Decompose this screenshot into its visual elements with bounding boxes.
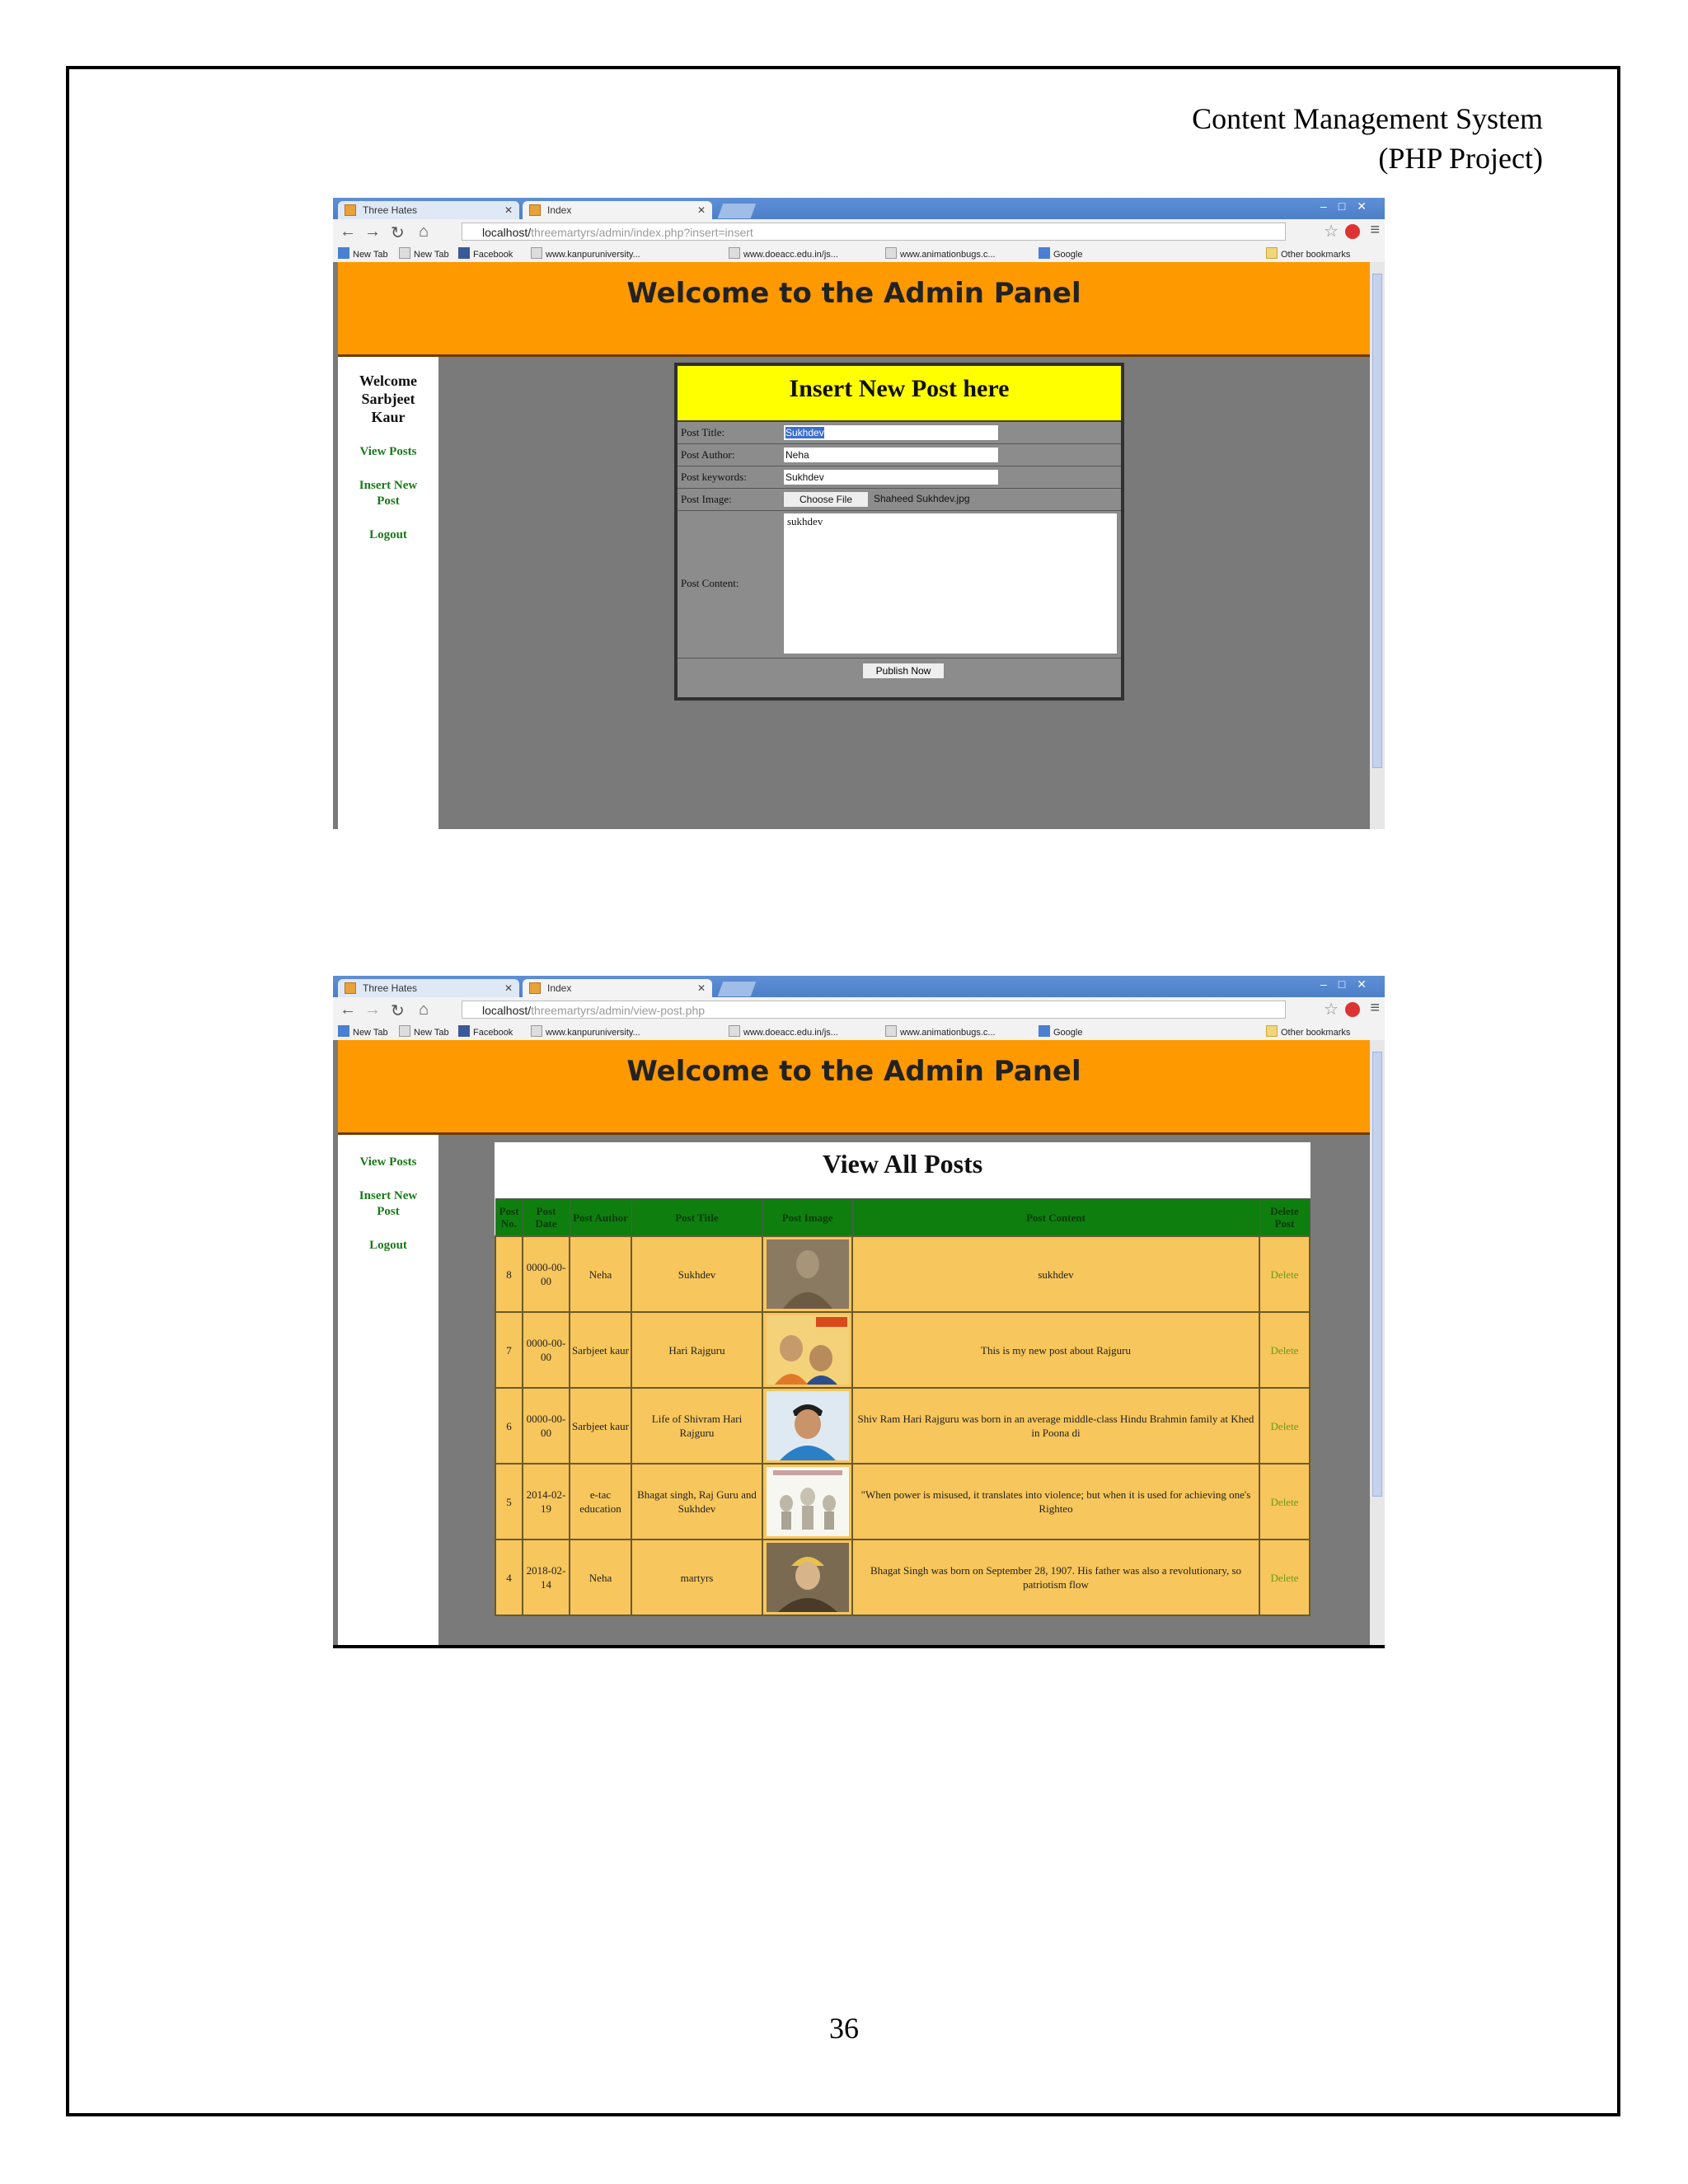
- bookmark-label: www.animationbugs.c...: [900, 250, 996, 260]
- col-post-date: Post Date: [523, 1199, 570, 1237]
- delete-link[interactable]: Delete: [1259, 1540, 1310, 1615]
- bookmark-star-icon[interactable]: ☆: [1324, 223, 1339, 241]
- bookmark-label: www.kanpuruniversity...: [546, 1028, 640, 1038]
- cell-post-title: Sukhdev: [631, 1236, 762, 1312]
- cell-post-no: 4: [495, 1540, 523, 1615]
- screenshot-view-posts: [333, 976, 1385, 1648]
- scrollbar[interactable]: [1370, 262, 1385, 829]
- cell-post-title: Life of Shivram Hari Rajguru: [631, 1388, 762, 1464]
- cell-post-author: Sarbjeet kaur: [570, 1388, 631, 1464]
- cell-post-title: Hari Rajguru: [631, 1312, 762, 1388]
- tab-close-icon[interactable]: ✕: [696, 982, 706, 994]
- submit-row: [678, 658, 1121, 683]
- bookmark-star-icon[interactable]: ☆: [1324, 1001, 1339, 1019]
- admin-title: Welcome to the Admin Panel: [626, 1055, 1081, 1088]
- cell-post-content: Shiv Ram Hari Rajguru was born in an average middle-class Hindu Brahmin family at Khed in Poona di: [852, 1388, 1259, 1464]
- form-title: Insert New Post here: [678, 366, 1121, 422]
- page-icon: [885, 247, 897, 259]
- favicon-icon: [529, 982, 541, 994]
- cell-post-image: [762, 1464, 852, 1540]
- post-author-label: Post Author:: [681, 448, 735, 461]
- page-icon: [885, 1025, 897, 1037]
- cell-post-author: e-tac education: [570, 1464, 631, 1540]
- new-tab-button[interactable]: [718, 204, 757, 218]
- address-bar-row: [333, 219, 1385, 244]
- cell-post-date: 0000-00-00: [523, 1236, 570, 1312]
- rajguru-photo-image: [767, 1391, 849, 1460]
- tab-close-icon[interactable]: ✕: [504, 204, 513, 216]
- reload-icon[interactable]: ↻: [391, 1002, 405, 1020]
- adblock-icon[interactable]: [1345, 224, 1360, 239]
- page-viewport: [333, 262, 1370, 829]
- tab-label: Index: [547, 204, 572, 216]
- url-input[interactable]: [462, 223, 1286, 241]
- bookmark-item[interactable]: [1039, 247, 1082, 260]
- publish-button[interactable]: Publish Now: [862, 663, 945, 679]
- home-icon[interactable]: ⌂: [419, 1001, 429, 1019]
- browser-tab-1[interactable]: [338, 201, 519, 219]
- favicon-icon: [529, 204, 541, 216]
- facebook-icon: [458, 1025, 470, 1037]
- admin-title: Welcome to the Admin Panel: [626, 277, 1081, 310]
- bookmark-label: Facebook: [473, 250, 513, 260]
- table-row: [495, 1464, 1310, 1540]
- post-title-input[interactable]: [783, 424, 999, 441]
- col-post-author: Post Author: [570, 1199, 631, 1237]
- cell-post-no: 6: [495, 1388, 523, 1464]
- bookmark-label: www.kanpuruniversity...: [546, 250, 640, 260]
- bookmark-label: Other bookmarks: [1281, 1028, 1351, 1038]
- cell-post-author: Neha: [570, 1540, 631, 1615]
- post-author-row: [678, 444, 1121, 466]
- bookmark-item[interactable]: [885, 1025, 996, 1038]
- bookmark-label: New Tab: [353, 250, 388, 260]
- bookmark-label: Other bookmarks: [1281, 250, 1351, 260]
- posts-title: View All Posts: [822, 1149, 983, 1179]
- delete-link[interactable]: Delete: [1259, 1312, 1310, 1388]
- cell-post-author: Neha: [570, 1236, 631, 1312]
- back-icon[interactable]: ←: [340, 223, 356, 241]
- admin-header: [338, 262, 1370, 357]
- facebook-icon: [458, 247, 470, 259]
- nav-insert-post[interactable]: Insert New Post: [359, 479, 418, 508]
- adblock-icon[interactable]: [1345, 1002, 1360, 1017]
- url-host: localhost/: [482, 226, 532, 239]
- document-header: [1192, 99, 1543, 178]
- favicon-icon: [345, 204, 356, 216]
- browser-tab-bar: [333, 198, 1385, 219]
- cell-post-title: Bhagat singh, Raj Guru and Sukhdev: [631, 1464, 762, 1540]
- apps-icon: [338, 1025, 349, 1037]
- delete-link[interactable]: Delete: [1259, 1236, 1310, 1312]
- bookmark-item[interactable]: [729, 1025, 838, 1038]
- cell-post-image: [762, 1236, 852, 1312]
- url-path: threemartyrs/admin/view-post.php: [531, 1004, 706, 1017]
- reload-icon[interactable]: ↻: [391, 224, 405, 242]
- col-post-image: Post Image: [762, 1199, 852, 1237]
- table-header-row: [495, 1199, 1310, 1237]
- post-title-label: Post Title:: [681, 426, 725, 438]
- posts-table: [495, 1198, 1311, 1616]
- col-post-no: Post No.: [495, 1199, 523, 1237]
- chosen-file-name: Shaheed Sukhdev.jpg: [874, 493, 970, 504]
- admin-sidebar: [338, 1135, 438, 1645]
- nav-logout[interactable]: Logout: [369, 528, 407, 541]
- bookmark-label: www.doeacc.edu.in/js...: [743, 250, 838, 260]
- back-icon[interactable]: ←: [340, 1001, 356, 1019]
- forward-icon[interactable]: →: [364, 1001, 381, 1019]
- apps-icon: [338, 247, 349, 259]
- cell-post-date: 2018-02-14: [523, 1540, 570, 1615]
- bookmark-label: New Tab: [414, 1028, 449, 1038]
- col-delete-post: Delete Post: [1259, 1199, 1310, 1237]
- bookmark-label: Google: [1053, 250, 1083, 260]
- post-author-input[interactable]: Neha: [783, 447, 999, 463]
- cell-post-no: 8: [495, 1236, 523, 1312]
- scrollbar-thumb[interactable]: [1372, 274, 1382, 768]
- post-image-row: [678, 489, 1121, 511]
- browser-tab-bar: [333, 976, 1385, 997]
- col-post-content: Post Content: [852, 1199, 1259, 1237]
- bookmarks-bar: [333, 1022, 1385, 1041]
- cell-post-date: 0000-00-00: [523, 1388, 570, 1464]
- scrollbar[interactable]: [1370, 1040, 1385, 1645]
- post-keywords-row: [678, 466, 1121, 489]
- bhagat-singh-portrait-image: [767, 1543, 849, 1612]
- bookmark-item[interactable]: [1266, 1025, 1350, 1038]
- page-icon: [531, 247, 542, 259]
- bookmark-item[interactable]: [729, 247, 838, 260]
- post-title-row: [678, 422, 1121, 444]
- scrollbar-thumb[interactable]: [1372, 1052, 1382, 1497]
- nav-view-posts[interactable]: View Posts: [359, 445, 417, 458]
- folder-icon: [1266, 1025, 1278, 1037]
- cell-post-content: This is my new post about Rajguru: [852, 1312, 1259, 1388]
- page-icon: [729, 247, 740, 259]
- post-title-value: Sukhdev: [785, 427, 824, 438]
- bookmarks-bar: [333, 244, 1385, 263]
- cell-post-no: 5: [495, 1464, 523, 1540]
- cell-post-date: 2014-02-19: [523, 1464, 570, 1540]
- post-keywords-label: Post keywords:: [681, 471, 747, 483]
- bookmark-item[interactable]: [531, 247, 640, 260]
- post-image-label: Post Image:: [681, 493, 732, 505]
- bookmark-label: Google: [1053, 1028, 1083, 1038]
- bookmark-item[interactable]: [458, 1025, 513, 1038]
- browser-tab-2[interactable]: [523, 201, 712, 219]
- browser-tab-1[interactable]: [338, 979, 519, 997]
- admin-sidebar: [338, 357, 438, 829]
- cell-post-image: [762, 1388, 852, 1464]
- table-row: [495, 1388, 1310, 1464]
- three-martyrs-busts-image: [767, 1467, 849, 1536]
- col-post-title: Post Title: [631, 1199, 762, 1237]
- table-row: [495, 1312, 1310, 1388]
- forward-icon[interactable]: →: [364, 223, 381, 241]
- google-icon: [1039, 1025, 1050, 1037]
- bookmark-item[interactable]: [399, 1025, 449, 1038]
- cell-post-image: [762, 1312, 852, 1388]
- post-keywords-input[interactable]: Sukhdev: [783, 469, 999, 485]
- cell-post-no: 7: [495, 1312, 523, 1388]
- cell-post-content: Bhagat Singh was born on September 28, 1907. His father was also a revolutionary, so patriotism flow: [852, 1540, 1259, 1615]
- url-input[interactable]: [462, 1001, 1286, 1019]
- choose-file-button[interactable]: Choose File: [783, 491, 869, 508]
- delete-link[interactable]: Delete: [1259, 1464, 1310, 1540]
- bookmark-label: www.animationbugs.c...: [900, 1028, 996, 1038]
- bookmark-label: www.doeacc.edu.in/js...: [743, 1028, 838, 1038]
- delete-link[interactable]: Delete: [1259, 1388, 1310, 1464]
- cell-post-author: Sarbjeet kaur: [570, 1312, 631, 1388]
- tab-close-icon[interactable]: ✕: [696, 204, 706, 216]
- table-row: [495, 1236, 1310, 1312]
- favicon-icon: [345, 982, 356, 994]
- window-controls[interactable]: –□✕: [1320, 977, 1378, 991]
- cell-post-date: 0000-00-00: [523, 1312, 570, 1388]
- page-number: 36: [829, 2012, 859, 2045]
- sukhdev-portrait-image: [767, 1240, 849, 1309]
- post-content-textarea[interactable]: sukhdev: [783, 513, 1118, 654]
- page-viewport: [333, 1040, 1370, 1645]
- folder-icon: [1266, 247, 1278, 259]
- screenshot-insert-post: [333, 198, 1385, 829]
- tab-label: Three Hates: [363, 204, 418, 216]
- cell-post-content: "When power is misused, it translates into violence; but when it is used for achieving one's Righteo: [852, 1464, 1259, 1540]
- page-icon: [399, 1025, 410, 1037]
- tab-label: Index: [547, 982, 572, 994]
- post-content-label: Post Content:: [681, 577, 739, 589]
- cell-post-title: martyrs: [631, 1540, 762, 1615]
- home-icon[interactable]: ⌂: [419, 223, 429, 241]
- google-icon: [1039, 247, 1050, 259]
- url-host: localhost/: [482, 1004, 532, 1017]
- bookmark-label: New Tab: [353, 1028, 388, 1038]
- cell-post-content: sukhdev: [852, 1236, 1259, 1312]
- nav-insert-post[interactable]: Insert New Post: [359, 1189, 418, 1218]
- url-path: threemartyrs/admin/index.php?insert=insert: [531, 226, 753, 239]
- bookmark-label: Facebook: [473, 1028, 513, 1038]
- menu-icon[interactable]: ≡: [1370, 221, 1380, 239]
- bookmark-item[interactable]: [338, 1025, 388, 1038]
- table-row: [495, 1540, 1310, 1615]
- bookmark-item[interactable]: [1266, 247, 1350, 260]
- bookmark-item[interactable]: [1039, 1025, 1082, 1038]
- welcome-text: Welcome Sarbjeet Kaur: [359, 373, 417, 425]
- menu-icon[interactable]: ≡: [1370, 999, 1380, 1017]
- insert-post-form: [674, 363, 1124, 701]
- bookmark-item[interactable]: [399, 247, 449, 260]
- post-content-row: [678, 511, 1121, 658]
- page-icon: [729, 1025, 740, 1037]
- browser-tab-2[interactable]: [523, 979, 712, 997]
- address-bar-row: [333, 997, 1385, 1022]
- page-icon: [399, 247, 410, 259]
- bookmark-label: New Tab: [414, 250, 449, 260]
- admin-header: [338, 1040, 1370, 1135]
- header-subtitle: (PHP Project): [1378, 142, 1543, 175]
- bookmark-item[interactable]: [458, 247, 513, 260]
- page-icon: [531, 1025, 542, 1037]
- tab-close-icon[interactable]: ✕: [504, 982, 513, 994]
- rajguru-portrait-image: [767, 1315, 849, 1385]
- window-controls[interactable]: –□✕: [1320, 199, 1378, 213]
- header-title: Content Management System: [1192, 102, 1543, 135]
- view-posts-panel: [495, 1142, 1311, 1616]
- nav-view-posts[interactable]: View Posts: [359, 1155, 417, 1169]
- tab-label: Three Hates: [363, 982, 418, 994]
- new-tab-button[interactable]: [718, 982, 757, 996]
- cell-post-image: [762, 1540, 852, 1615]
- bookmark-item[interactable]: [531, 1025, 640, 1038]
- bookmark-item[interactable]: [338, 247, 388, 260]
- nav-logout[interactable]: Logout: [369, 1239, 407, 1252]
- bookmark-item[interactable]: [885, 247, 996, 260]
